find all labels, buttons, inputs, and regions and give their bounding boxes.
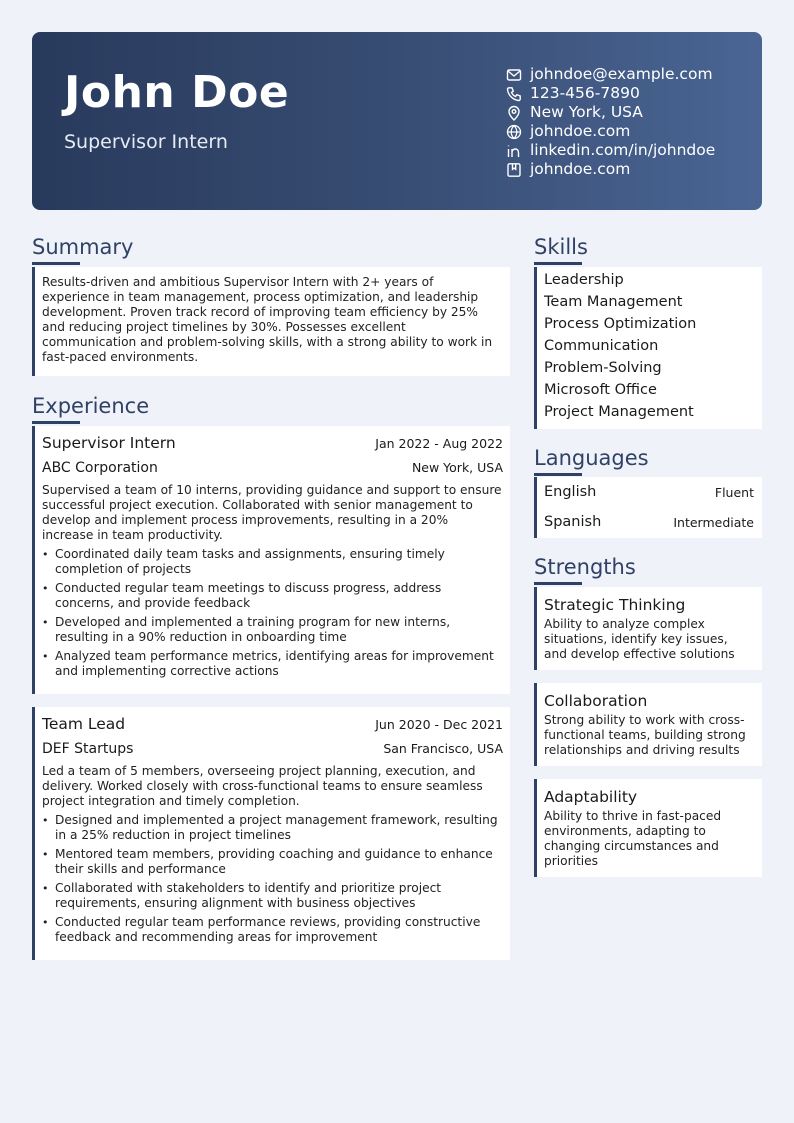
phone-icon [506, 86, 522, 102]
list-item: • Conducted regular team performance reviews, providing constructive feedback and recommending areas for improvement [42, 915, 503, 945]
email-icon [506, 67, 522, 83]
job-description: Supervised a team of 10 interns, providing guidance and support to ensure successful project execution. Collaborated with senior management to develop and implement process improvements, resulting in a 20% increase in team productivity. [42, 483, 502, 542]
experience-heading: Experience [32, 394, 150, 418]
contact-portfolio[interactable] [506, 160, 715, 179]
language-row [537, 507, 762, 537]
strength-description: Ability to thrive in fast-paced environments, adapting to changing circumstances and priorities [544, 809, 722, 868]
experience-entry [32, 707, 510, 960]
strength-title: Strategic Thinking [544, 596, 686, 614]
contact-website[interactable] [506, 122, 715, 141]
job-title: Team Lead [42, 715, 126, 733]
skill-item: Leadership [544, 272, 624, 288]
bookmark-icon [506, 162, 522, 178]
job-company: ABC Corporation [42, 460, 158, 476]
job-company: DEF Startups [42, 741, 134, 757]
job-bullets [35, 547, 510, 679]
contact-text: New York, USA [530, 103, 643, 121]
languages-heading: Languages [534, 446, 649, 470]
resume-header [32, 32, 762, 210]
linkedin-icon [506, 143, 522, 159]
contact-list [506, 65, 715, 179]
summary-heading: Summary [32, 235, 134, 259]
job-title: Supervisor Intern [42, 434, 176, 452]
job-date: Jan 2022 - Aug 2022 [375, 436, 503, 451]
job-header [35, 433, 510, 453]
language-level: Fluent [714, 484, 754, 500]
experience-entry [32, 426, 510, 694]
list-item: • Coordinated daily team tasks and assignments, ensuring timely completion of projects [42, 547, 503, 577]
globe-icon [506, 124, 522, 140]
contact-location [506, 103, 715, 122]
strength-title: Collaboration [544, 692, 648, 710]
language-row [537, 477, 762, 507]
summary-text: Results-driven and ambitious Supervisor Intern with 2+ years of experience in team management, process optimization, and leadership development. Proven track record of improving team efficiency by 25% and reducing project timelines by 30%. Possesses excellent communication and problem-solving skills, with a strong ability to work in fast-paced environments. [42, 275, 493, 364]
job-location: New York, USA [411, 460, 503, 475]
strength-description: Ability to analyze complex situations, identify key issues, and develop effective solutions [544, 617, 735, 661]
contact-email[interactable] [506, 65, 715, 84]
list-item: • Conducted regular team meetings to discuss progress, address concerns, and provide feedback [42, 581, 503, 611]
contact-text: johndoe@example.com [530, 65, 713, 83]
strength-card [534, 587, 762, 670]
languages-card [534, 477, 762, 538]
skill-item: Process Optimization [544, 316, 697, 332]
job-date: Jun 2020 - Dec 2021 [375, 717, 503, 732]
strengths-heading: Strengths [534, 555, 636, 579]
contact-phone[interactable] [506, 84, 715, 103]
language-name: English [544, 484, 597, 500]
strength-title: Adaptability [544, 788, 638, 806]
skill-item: Communication [544, 338, 659, 354]
strength-description: Strong ability to work with cross-functional teams, building strong relationships and driving results [544, 713, 746, 757]
job-subheader [35, 459, 510, 477]
skill-item: Problem-Solving [544, 360, 662, 376]
strength-card [534, 779, 762, 877]
language-name: Spanish [544, 514, 602, 530]
candidate-role: Supervisor Intern [64, 131, 228, 153]
job-header [35, 714, 510, 734]
skill-item: Microsoft Office [544, 382, 657, 398]
list-item: • Mentored team members, providing coaching and guidance to enhance their skills and performance [42, 847, 503, 877]
contact-text: johndoe.com [530, 122, 631, 140]
job-bullets [35, 813, 510, 945]
job-location: San Francisco, USA [383, 741, 503, 756]
contact-linkedin[interactable] [506, 141, 715, 160]
skills-heading: Skills [534, 235, 588, 259]
list-item: • Collaborated with stakeholders to identify and prioritize project requirements, ensuring alignment with business objectives [42, 881, 503, 911]
list-item: • Developed and implemented a training program for new interns, resulting in a 90% reduction in onboarding time [42, 615, 503, 645]
list-item: • Analyzed team performance metrics, identifying areas for improvement and implementing corrective actions [42, 649, 503, 679]
skill-item: Team Management [544, 294, 683, 310]
summary-card [32, 267, 510, 376]
strength-card [534, 683, 762, 766]
skill-item: Project Management [544, 404, 694, 420]
job-description: Led a team of 5 members, overseeing project planning, execution, and delivery. Worked closely with cross-functional teams to ensure seamless project integration and timely completion. [42, 764, 483, 808]
contact-text: 123-456-7890 [530, 84, 640, 102]
language-level: Intermediate [673, 514, 754, 530]
contact-text: johndoe.com [530, 160, 631, 178]
location-icon [506, 105, 522, 121]
contact-text: linkedin.com/in/johndoe [530, 141, 716, 159]
candidate-name: John Doe [64, 67, 290, 118]
skills-card [534, 267, 762, 429]
job-subheader [35, 740, 510, 758]
list-item: • Designed and implemented a project management framework, resulting in a 25% reduction in project timelines [42, 813, 503, 843]
